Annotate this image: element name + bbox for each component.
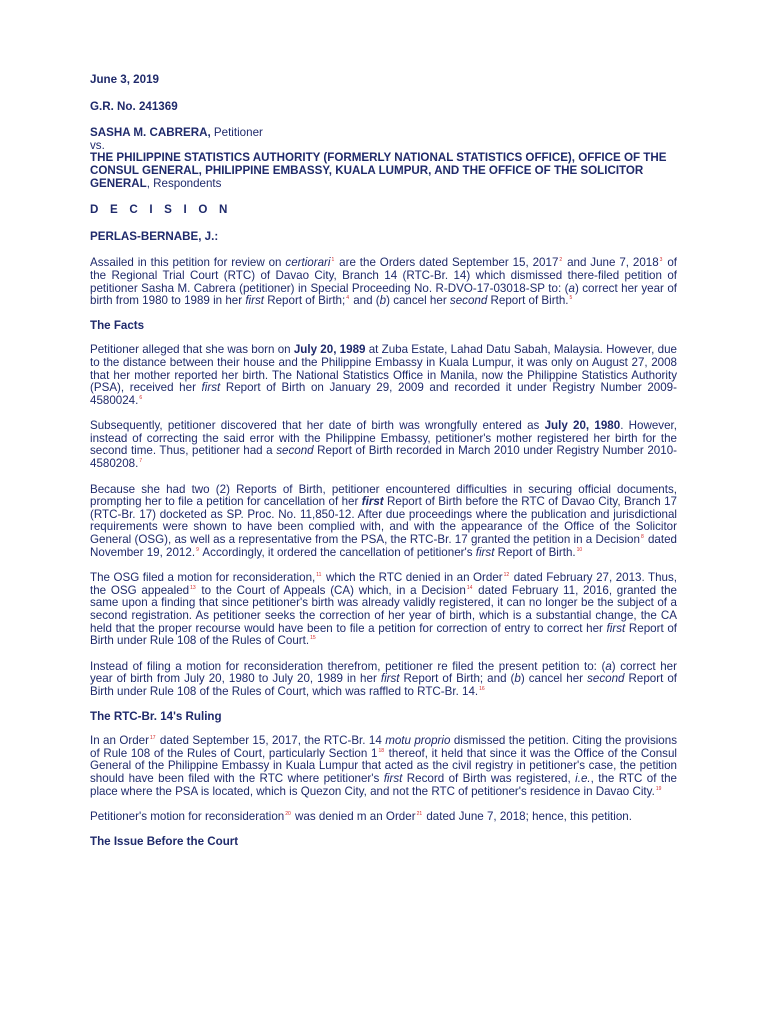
section-heading-issue: The Issue Before the Court bbox=[90, 834, 239, 848]
footnote-link[interactable]: 5 bbox=[569, 295, 573, 302]
text-italic: first bbox=[383, 771, 403, 785]
text: Report of Birth; bbox=[264, 294, 346, 308]
text: The OSG filed a motion for reconsideration, bbox=[90, 571, 316, 585]
text: ) correct her year of birth from 1980 to 1989 in her bbox=[90, 281, 677, 308]
text: thereof, it held that since it was the Office of the Consul General of the Philippine Embassy in Kuala Lumpur that acted as the civil registry in petitioner's case, the petition should have been filed with the RTC where petitioner's bbox=[90, 746, 677, 785]
footnote-link[interactable]: 21 bbox=[416, 811, 423, 818]
paragraph-3 bbox=[90, 420, 677, 470]
footnote-link[interactable]: 8 bbox=[640, 534, 644, 541]
respondents-block bbox=[90, 152, 677, 190]
paragraph-5 bbox=[90, 572, 677, 648]
text: Instead of filing a motion for reconsideration therefrom, petitioner re filed the present petition to: ( bbox=[90, 659, 606, 673]
text-italic: a bbox=[605, 659, 612, 673]
footnote-link[interactable]: 11 bbox=[316, 572, 322, 579]
text: and June 7, 2018 bbox=[563, 256, 659, 270]
footnote-link[interactable]: 17 bbox=[149, 735, 156, 742]
text-italic: first bbox=[201, 381, 221, 395]
text: , the RTC of the place where the PSA is located, which is Quezon City, and not the RTC of petitioner's residence in Davao City. bbox=[90, 771, 677, 798]
footnote-link[interactable]: 6 bbox=[139, 394, 143, 401]
petitioner-line bbox=[90, 127, 677, 140]
text: dated February 27, 2013. Thus, the OSG appealed bbox=[90, 571, 677, 597]
text: Report of Birth; and ( bbox=[399, 672, 515, 686]
text: was denied m an Order bbox=[291, 810, 416, 824]
text-bold: July 20, 1989 bbox=[293, 343, 366, 357]
text: Petitioner alleged that she was born on bbox=[90, 343, 294, 357]
footnote-link[interactable]: 10 bbox=[576, 546, 583, 553]
text-italic: second bbox=[276, 444, 314, 458]
text: of the Regional Trial Court (RTC) of Davao City, Branch 14 (RTC-Br. 14) which dismissed there-filed petition of petitioner Sasha M. Cabrera (petitioner) in Special Proceeding No. R-DVO-17-03018-SP to: ( bbox=[90, 256, 678, 295]
text: Report of Birth under Rule 108 of the Rules of Court. bbox=[90, 621, 677, 648]
text: ) correct her year of birth from July 20, 1980 to July 20, 1989 in her bbox=[90, 659, 677, 686]
text: Subsequently, petitioner discovered that her date of birth was wrongfully entered as bbox=[90, 419, 545, 433]
text: at Zuba Estate, Lahad Datu Sabah, Malaysia. However, due to the distance between their house and the Philippine Embassy in Kuala Lumpur, it was only on August 27, 2008 that her mother reported her birth. The National Statistics Office in Manila, now the Philippine Statistics Authority (PSA), received her bbox=[90, 343, 677, 395]
text: Because she had two (2) Reports of Birth, petitioner encountered difficulties in securing official documents, prompting her to file a petition for cancellation of her bbox=[90, 482, 677, 509]
respondents-role: , Respondents bbox=[146, 176, 222, 190]
text: . However, instead of correcting the said error with the Philippine Embassy, petitioner's mother registered her birth for the second time. Thus, petitioner had a bbox=[90, 419, 677, 458]
text-italic: i.e. bbox=[575, 771, 591, 785]
text: which the RTC denied in an Order bbox=[322, 571, 503, 585]
text: to the Court of Appeals (CA) which, in a Decision bbox=[196, 583, 466, 597]
text: dated September 15, 2017, the RTC-Br. 14 bbox=[156, 734, 386, 748]
text-italic: first bbox=[475, 545, 495, 559]
footnote-link[interactable]: 1 bbox=[331, 257, 335, 264]
footnote-link[interactable]: 14 bbox=[466, 584, 473, 591]
text: Accordingly, it ordered the cancellation of petitioner's bbox=[199, 545, 476, 559]
text: dated November 19, 2012. bbox=[90, 533, 677, 559]
text: and ( bbox=[350, 294, 380, 308]
text: Report of Birth recorded in March 2010 under Registry Number 2010-4580208. bbox=[90, 444, 677, 471]
text-italic: first bbox=[380, 672, 400, 686]
decision-document bbox=[90, 74, 677, 848]
text: ) cancel her bbox=[520, 672, 588, 686]
paragraph-8 bbox=[90, 811, 677, 824]
footnote-link[interactable]: 2 bbox=[559, 257, 563, 264]
text: dismissed the petition. Citing the provisions of Rule 108 of the Rules of Court, particularly Section 1 bbox=[90, 734, 678, 760]
text-bold-italic: first bbox=[361, 495, 384, 509]
footnote-link[interactable]: 4 bbox=[346, 295, 349, 302]
versus-label: vs. bbox=[90, 138, 105, 152]
footnote-link[interactable]: 20 bbox=[285, 811, 291, 818]
text: Report of Birth. bbox=[494, 545, 576, 559]
text: dated June 7, 2018; hence, this petition. bbox=[423, 810, 632, 824]
text: Report of Birth under Rule 108 of the Rules of Court, which was raffled to RTC-Br. 14. bbox=[90, 672, 677, 698]
section-heading-ruling: The RTC-Br. 14's Ruling bbox=[90, 709, 222, 723]
petitioner-role: Petitioner bbox=[210, 126, 263, 140]
respondents-names: THE PHILIPPINE STATISTICS AUTHORITY (FORMERLY NATIONAL STATISTICS OFFICE), OFFICE OF THE CONSUL GENERAL, PHILIPPINE EMBASSY, KUALA LUMPUR, AND THE OFFICE OF THE SOLICITOR GENERAL bbox=[90, 151, 667, 190]
text: Record of Birth was registered, bbox=[402, 771, 576, 785]
paragraph-2 bbox=[90, 344, 677, 407]
text: Report of Birth. bbox=[487, 294, 569, 308]
footnote-link[interactable]: 13 bbox=[190, 584, 196, 591]
text-italic: first bbox=[606, 621, 626, 635]
paragraph-4 bbox=[90, 484, 677, 560]
case-number: G.R. No. 241369 bbox=[90, 99, 178, 113]
text-italic: certiorari bbox=[285, 256, 331, 270]
footnote-link[interactable]: 7 bbox=[139, 458, 143, 465]
footnote-link[interactable]: 19 bbox=[655, 785, 662, 792]
text-italic: b bbox=[514, 672, 521, 686]
paragraph-7 bbox=[90, 735, 677, 798]
footnote-link[interactable]: 12 bbox=[503, 572, 510, 579]
text-italic: first bbox=[245, 294, 265, 308]
text-italic: motu proprio bbox=[385, 734, 451, 748]
decision-title: D E C I S I O N bbox=[90, 203, 232, 217]
text-bold: July 20, 1980 bbox=[544, 419, 621, 433]
text: Report of Birth on January 29, 2009 and recorded it under Registry Number 2009-4580024. bbox=[90, 381, 677, 407]
text: In an Order bbox=[90, 734, 149, 748]
text-italic: a bbox=[568, 281, 575, 295]
petitioner-name: SASHA M. CABRERA, bbox=[90, 126, 211, 140]
footnote-link[interactable]: 18 bbox=[378, 747, 384, 754]
text: Assailed in this petition for review on bbox=[90, 256, 286, 270]
footnote-link[interactable]: 16 bbox=[479, 686, 485, 693]
paragraph-1 bbox=[90, 257, 677, 307]
decision-date: June 3, 2019 bbox=[90, 73, 159, 86]
text: Report of Birth before the RTC of Davao City, Branch 17 (RTC-Br. 17) docketed as SP. Proc. No. 11,850-12. After due proceedings where the publication and jurisdictional requirements were shown to have been complied with, and with the appearance of the Office of the Solicitor General (OSG), as well as a representative from the PSA, the RTC-Br. 17 granted the petition in a Decision bbox=[90, 495, 677, 547]
text-italic: second bbox=[587, 672, 625, 686]
footnote-link[interactable]: 3 bbox=[659, 257, 663, 264]
text: are the Orders dated September 15, 2017 bbox=[335, 256, 559, 270]
text: dated February 11, 2016, granted the same upon a finding that since petitioner's birth was already validly registered, it can no longer be the subject of a second registration. As petitioner seeks the correction of her year of birth, which is a substantial change, the CA held that the proper recourse would have been to file a petition for correction of entry to correct her bbox=[90, 583, 677, 635]
footnote-link[interactable]: 15 bbox=[310, 635, 316, 642]
text: ) cancel her bbox=[386, 294, 450, 308]
paragraph-6 bbox=[90, 661, 677, 699]
ponente-name: PERLAS-BERNABE, J.: bbox=[90, 229, 219, 243]
section-heading-facts: The Facts bbox=[90, 318, 145, 332]
footnote-link[interactable]: 9 bbox=[196, 546, 199, 553]
text: Petitioner's motion for reconsideration bbox=[90, 810, 285, 824]
text-italic: b bbox=[379, 294, 387, 308]
text-italic: second bbox=[449, 294, 488, 308]
